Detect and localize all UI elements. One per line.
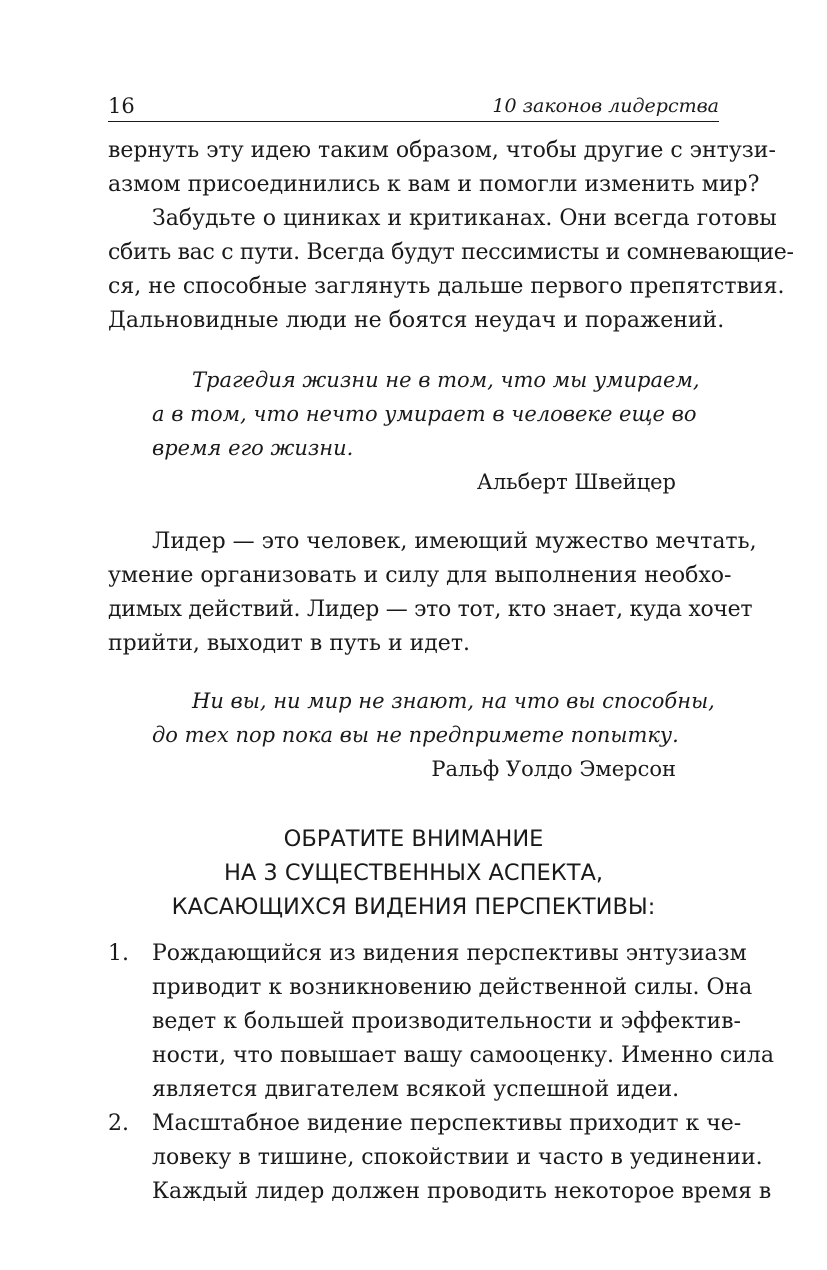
list-line: Масштабное видение перспективы приходит к че- xyxy=(152,1111,742,1136)
list-number: 1. xyxy=(108,941,129,966)
quote-line: а в том, что нечто умирает в человеке еще во xyxy=(152,402,697,426)
text-line: прийти, выходит в путь и идет. xyxy=(108,631,470,656)
quote-line: Трагедия жизни не в том, что мы умираем, xyxy=(192,368,700,392)
list-number: 2. xyxy=(108,1111,129,1136)
text-line: азмом присоединились к вам и помогли изменить мир? xyxy=(108,172,760,197)
list-line: ведет к большей производительности и эффектив- xyxy=(152,1009,741,1034)
heading-line: ОБРАТИТЕ ВНИМАНИЕ xyxy=(283,826,544,852)
list-line: приводит к возникновению действенной силы. Она xyxy=(152,975,753,1000)
text-line: Забудьте о циниках и критиканах. Они всегда готовы xyxy=(152,206,777,231)
heading-line: КАСАЮЩИХСЯ ВИДЕНИЯ ПЕРСПЕКТИВЫ: xyxy=(171,894,656,920)
quote-line: Ни вы, ни мир не знают, на что вы способны, xyxy=(192,689,715,713)
quote-author: Ральф Уолдо Эмерсон xyxy=(431,757,676,781)
text-line: сбить вас с пути. Всегда будут пессимисты и сомневающие- xyxy=(108,240,794,265)
quote-line: время его жизни. xyxy=(152,436,354,460)
list-line: является двигателем всякой успешной идеи. xyxy=(152,1077,680,1102)
page-header xyxy=(108,93,719,122)
text-line: Дальновидные люди не боятся неудач и поражений. xyxy=(108,308,725,333)
text-line: ся, не способные заглянуть дальше первого препятствия. xyxy=(108,274,785,299)
quote-line: до тех пор пока вы не предпримете попытку. xyxy=(152,723,679,747)
heading-line: НА 3 СУЩЕСТВЕННЫХ АСПЕКТА, xyxy=(223,860,604,886)
list-line: Рождающийся из видения перспективы энтузиазм xyxy=(152,941,747,966)
list-line: ности, что повышает вашу самооценку. Именно сила xyxy=(152,1043,774,1068)
running-title: 10 законов лидерства xyxy=(492,95,719,117)
quote-author: Альберт Швейцер xyxy=(476,470,676,494)
list-line: ловеку в тишине, спокойствии и часто в уединении. xyxy=(152,1145,763,1170)
page-number: 16 xyxy=(108,94,135,118)
text-line: димых действий. Лидер — это тот, кто знает, куда хочет xyxy=(108,597,753,622)
text-line: умение организовать и силу для выполнения необхо- xyxy=(108,563,732,588)
list-line: Каждый лидер должен проводить некоторое время в xyxy=(152,1179,772,1204)
text-line: Лидер — это человек, имеющий мужество мечтать, xyxy=(152,529,757,554)
text-line: вернуть эту идею таким образом, чтобы другие с энтузи- xyxy=(108,138,776,163)
